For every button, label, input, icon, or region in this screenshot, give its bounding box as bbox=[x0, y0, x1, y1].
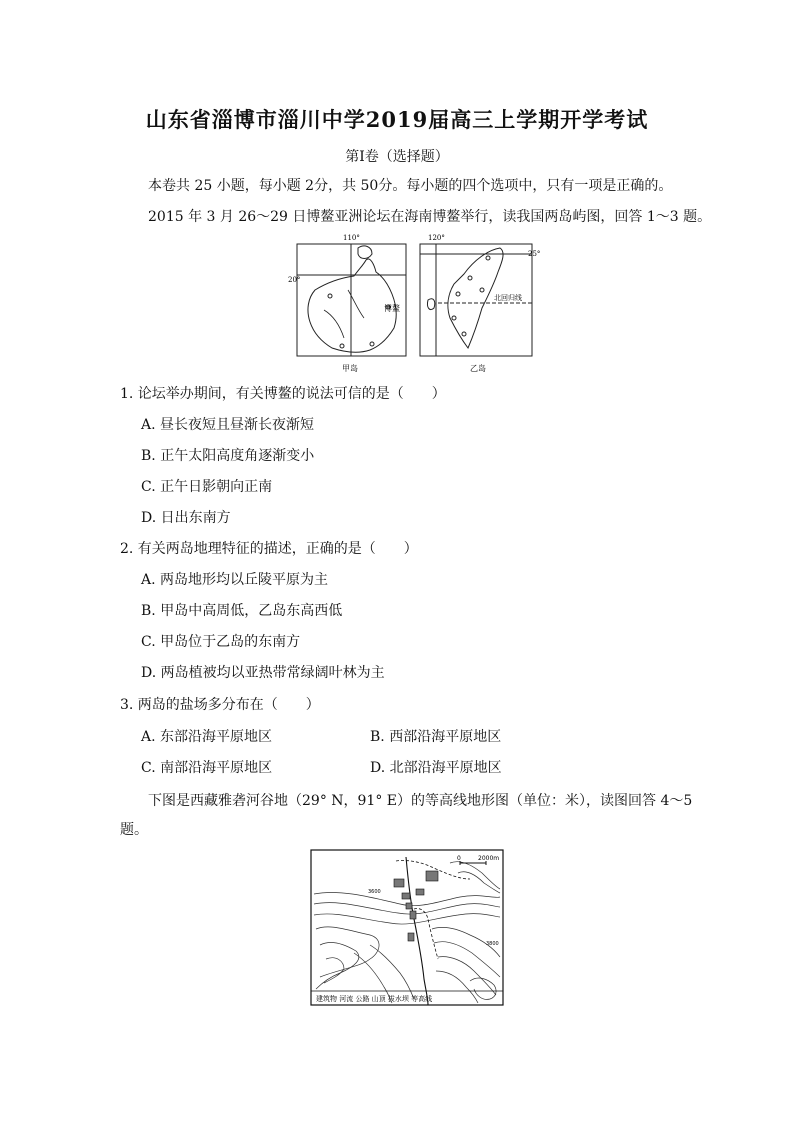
yi-lon-label: 120° bbox=[428, 234, 445, 242]
yi-lat-label: 25° bbox=[528, 250, 541, 258]
yi-caption: 乙岛 bbox=[470, 364, 486, 373]
scale-label: 2000m bbox=[478, 855, 500, 862]
jia-caption: 甲岛 bbox=[342, 364, 358, 373]
valley-contour-map bbox=[310, 849, 504, 1006]
contour-label-3800: 3800 bbox=[486, 941, 499, 947]
map-legend: 建筑物 河流 公路 山顶 拔水坝 等高线 bbox=[316, 995, 433, 1003]
q4-context-line1: 下图是西藏雅砻河谷地（29° N，91° E）的等高线地形图（单位：米），读图回答 4～5 bbox=[148, 793, 693, 809]
island-maps-figure bbox=[288, 230, 541, 376]
q1-option-d: D. 日出东南方 bbox=[141, 510, 231, 526]
boao-label: 博鳌 bbox=[384, 304, 400, 313]
question-context-text: 2015 年 3 月 26～29 日博鳌亚洲论坛在海南博鳌举行，读我国两岛屿图，回答 1～3 题。 bbox=[148, 209, 712, 225]
contour-label-3600: 3600 bbox=[368, 889, 381, 895]
q3-option-d: D. 北部沿海平原地区 bbox=[370, 760, 502, 776]
q3-option-a: A. 东部沿海平原地区 bbox=[141, 729, 273, 745]
instructions-text: 本卷共 25 小题，每小题 2分，共 50分。每小题的四个选项中，只有一项是正确的。 bbox=[148, 178, 673, 194]
jia-lon-label: 110° bbox=[343, 234, 360, 242]
q2-option-d: D. 两岛植被均以亚热带常绿阔叶林为主 bbox=[141, 665, 385, 681]
q3-option-b: B. 西部沿海平原地区 bbox=[370, 729, 502, 745]
question-3-stem: 3. 两岛的盐场多分布在（ ） bbox=[120, 697, 320, 713]
scale-zero: 0 bbox=[457, 855, 461, 862]
q2-option-c: C. 甲岛位于乙岛的东南方 bbox=[141, 634, 301, 650]
q4-context-line2: 题。 bbox=[120, 822, 148, 838]
q3-option-c: C. 南部沿海平原地区 bbox=[141, 760, 273, 776]
q1-option-c: C. 正午日影朝向正南 bbox=[141, 479, 273, 495]
question-1-stem: 1. 论坛举办期间，有关博鳌的说法可信的是（ ） bbox=[120, 386, 446, 402]
jia-lat-label: 20° bbox=[288, 276, 301, 284]
q2-option-b: B. 甲岛中高周低，乙岛东高西低 bbox=[141, 603, 343, 619]
q2-option-a: A. 两岛地形均以丘陵平原为主 bbox=[141, 572, 329, 588]
q1-option-a: A. 昼长夜短且昼渐长夜渐短 bbox=[141, 417, 315, 433]
q1-option-b: B. 正午太阳高度角逐渐变小 bbox=[141, 448, 315, 464]
section-subtitle: 第Ⅰ卷（选择题） bbox=[345, 149, 449, 165]
map-jia bbox=[297, 244, 406, 356]
page-title: 山东省淄博市淄川中学2019届高三上学期开学考试 bbox=[145, 107, 649, 132]
question-2-stem: 2. 有关两岛地理特征的描述，正确的是（ ） bbox=[120, 541, 418, 557]
tropic-label: 北回归线 bbox=[494, 294, 522, 302]
